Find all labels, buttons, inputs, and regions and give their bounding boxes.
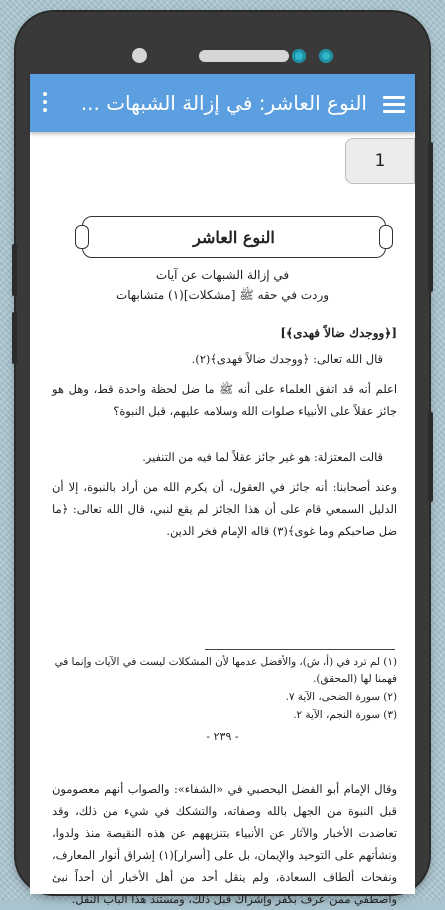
paragraph-1: قال الله تعالى: ﴿ووجدك ضالاً فهدى﴾(٢). (191, 352, 383, 366)
footnote-divider (205, 649, 395, 650)
app-screen (30, 74, 415, 906)
footnote-1: (١) لم ترد في (أ، ش)، والأفضل عدمها لأن المشكلات ليست في الآيات وإنما في فهمنا لها (المحقق). (54, 656, 397, 685)
subtitle-line-2: وردت في حقه ﷺ [مشكلات](١) متشابهات (115, 288, 330, 302)
side-button-right-bottom (428, 412, 433, 502)
front-camera (132, 48, 147, 63)
overflow-menu-icon[interactable] (40, 92, 50, 114)
app-title: النوع العاشر: في إزالة الشبهات ... (80, 91, 367, 115)
sensor-1 (292, 49, 306, 63)
volume-button-left (12, 244, 17, 296)
verse-title: [﴿ووجدك ضالاً فهدى﴾] (280, 326, 397, 340)
footnote-2: (٢) سورة الضحى، الآية ٧. (285, 691, 397, 703)
paragraph-3: قالت المعتزلة: هو غير جائز عقلاً لما فيه من التنفير. (142, 450, 383, 464)
power-button-left (12, 312, 17, 364)
paragraph-4: وعند أصحابنا: أنه جائز في العقول، أن يكرم الله من أراد بالنبوة، إلا أن الدليل السمعي قام على أن هذا الجائز لم يقع لنبي، قال الله تعالى: ﴿ما ضل صاحبكم وما غوى﴾(٣) قاله الإمام فخر الدين. (52, 480, 397, 538)
footnote-3: (٣) سورة النجم، الآية ٢. (293, 709, 397, 721)
subtitle-line-1: في إزالة الشبهات عن آيات (155, 268, 290, 282)
sensor-2 (319, 49, 333, 63)
hamburger-menu-icon[interactable] (383, 96, 405, 112)
side-button-right-top (428, 142, 433, 292)
app-bar (30, 74, 415, 132)
page-number-indicator[interactable]: 1 (345, 138, 415, 184)
chapter-heading: النوع العاشر (82, 216, 386, 258)
paragraph-2: اعلم أنه قد اتفق العلماء على أنه ﷺ ما ضل لحظة واحدة قط، وهل هو جائز عقلاً على الأنبياء صلوات الله وسلامه عليهم، قبل النبوة؟ (52, 382, 397, 418)
earpiece-speaker (199, 50, 289, 62)
page-label: - ٢٣٩ - (206, 730, 239, 743)
paragraph-5: وقال الإمام أبو الفضل اليحصبي في «الشفاء»: والصواب أنهم معصومون قبل النبوة من الجهل بالله وصفاته، والتشكك في شيء من ذلك، وقد تعاضدت الأخبار والآثار عن الأنبياء بتنزيههم عن هذه النقيصة منذ ولدوا، ونشأتهم على التوحيد والإيمان، بل على [أسرار](١) إشراق أنوار المعارف، ونفحات ألطاف السعادة، ولم ينقل أحد من أهل الأخبار أن أحداً نبئ واصطفي ممن عرف بكفر وإشراك قبل ذلك، ومستند هذا الباب النقل. (52, 782, 397, 906)
